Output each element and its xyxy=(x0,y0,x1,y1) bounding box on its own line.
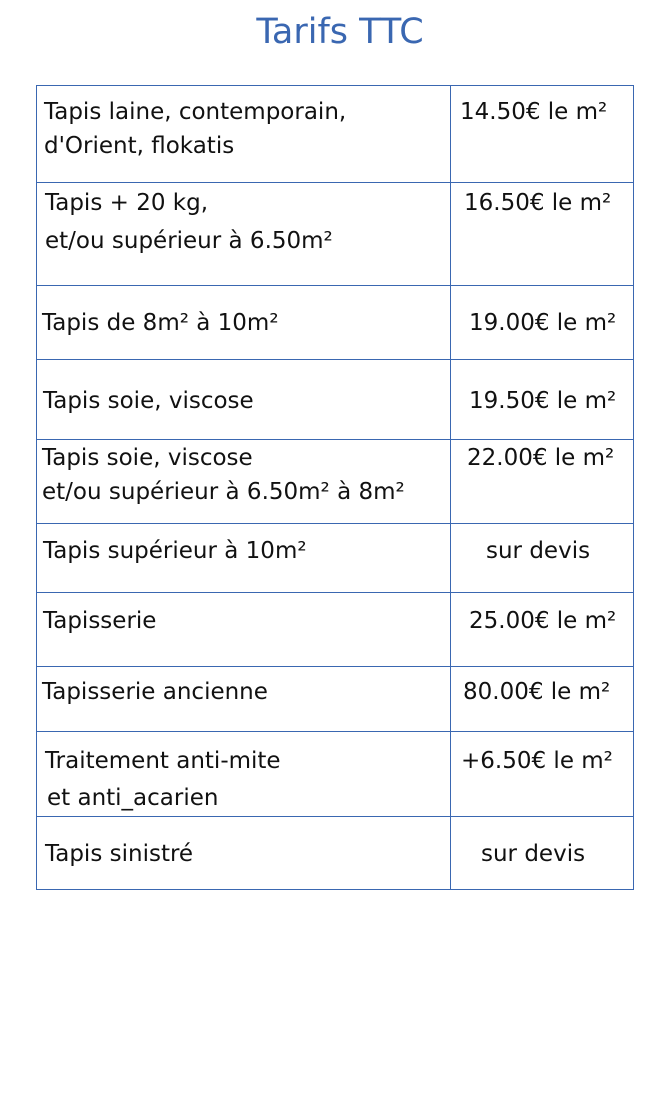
row-price-cell xyxy=(452,86,634,182)
row-description-cell xyxy=(37,183,451,285)
row-description-line: Tapis soie, viscose xyxy=(42,445,253,471)
row-description-line: et anti_acarien xyxy=(47,785,219,811)
price-table xyxy=(36,85,634,890)
row-description-line: et/ou supérieur à 6.50m² xyxy=(45,228,333,254)
row-description-line: Tapis sinistré xyxy=(45,841,194,867)
page-title: Tarifs TTC xyxy=(256,12,424,52)
row-price: sur devis xyxy=(481,841,586,867)
row-description-line: Traitement anti-mite xyxy=(45,748,281,774)
row-price: +6.50€ le m² xyxy=(461,748,613,774)
table-row xyxy=(37,593,634,667)
row-description-line: Tapisserie ancienne xyxy=(42,679,268,705)
row-price-cell xyxy=(452,593,634,666)
row-description-cell xyxy=(37,732,451,816)
table-row xyxy=(37,524,634,593)
row-price-cell xyxy=(452,286,634,359)
row-description-cell xyxy=(37,360,451,439)
table-row xyxy=(37,86,634,183)
row-description-line: Tapis de 8m² à 10m² xyxy=(42,310,279,336)
row-price-cell xyxy=(452,817,634,889)
row-description-line: Tapis laine, contemporain, xyxy=(44,99,347,125)
row-description-cell xyxy=(37,817,451,889)
row-description-line: Tapis + 20 kg, xyxy=(45,190,209,216)
table-row xyxy=(37,183,634,286)
table-row xyxy=(37,286,634,360)
row-description-cell xyxy=(37,524,451,592)
row-price: 19.00€ le m² xyxy=(469,310,617,336)
table-row xyxy=(37,667,634,732)
row-price: 19.50€ le m² xyxy=(469,388,617,414)
row-price: 16.50€ le m² xyxy=(464,190,612,216)
row-description-line: Tapisserie xyxy=(43,608,157,634)
row-description-line: Tapis soie, viscose xyxy=(43,388,254,414)
row-price: 25.00€ le m² xyxy=(469,608,617,634)
row-price-cell xyxy=(452,360,634,439)
row-price-cell xyxy=(452,524,634,592)
row-price: 14.50€ le m² xyxy=(460,99,608,125)
row-description-cell xyxy=(37,667,451,731)
row-price: 80.00€ le m² xyxy=(463,679,611,705)
row-description-cell xyxy=(37,593,451,666)
row-description-line: d'Orient, flokatis xyxy=(44,133,235,159)
row-description-line: Tapis supérieur à 10m² xyxy=(43,538,307,564)
table-row xyxy=(37,360,634,440)
row-description-cell xyxy=(37,86,451,182)
row-price-cell xyxy=(452,440,634,523)
row-description-cell xyxy=(37,440,451,523)
table-row xyxy=(37,440,634,524)
row-description-cell xyxy=(37,286,451,359)
row-price-cell xyxy=(452,183,634,285)
row-price: sur devis xyxy=(486,538,591,564)
row-description-line: et/ou supérieur à 6.50m² à 8m² xyxy=(42,479,405,505)
table-row xyxy=(37,732,634,817)
row-price-cell xyxy=(452,667,634,731)
row-price: 22.00€ le m² xyxy=(467,445,615,471)
table-row xyxy=(37,817,634,890)
row-price-cell xyxy=(452,732,634,816)
